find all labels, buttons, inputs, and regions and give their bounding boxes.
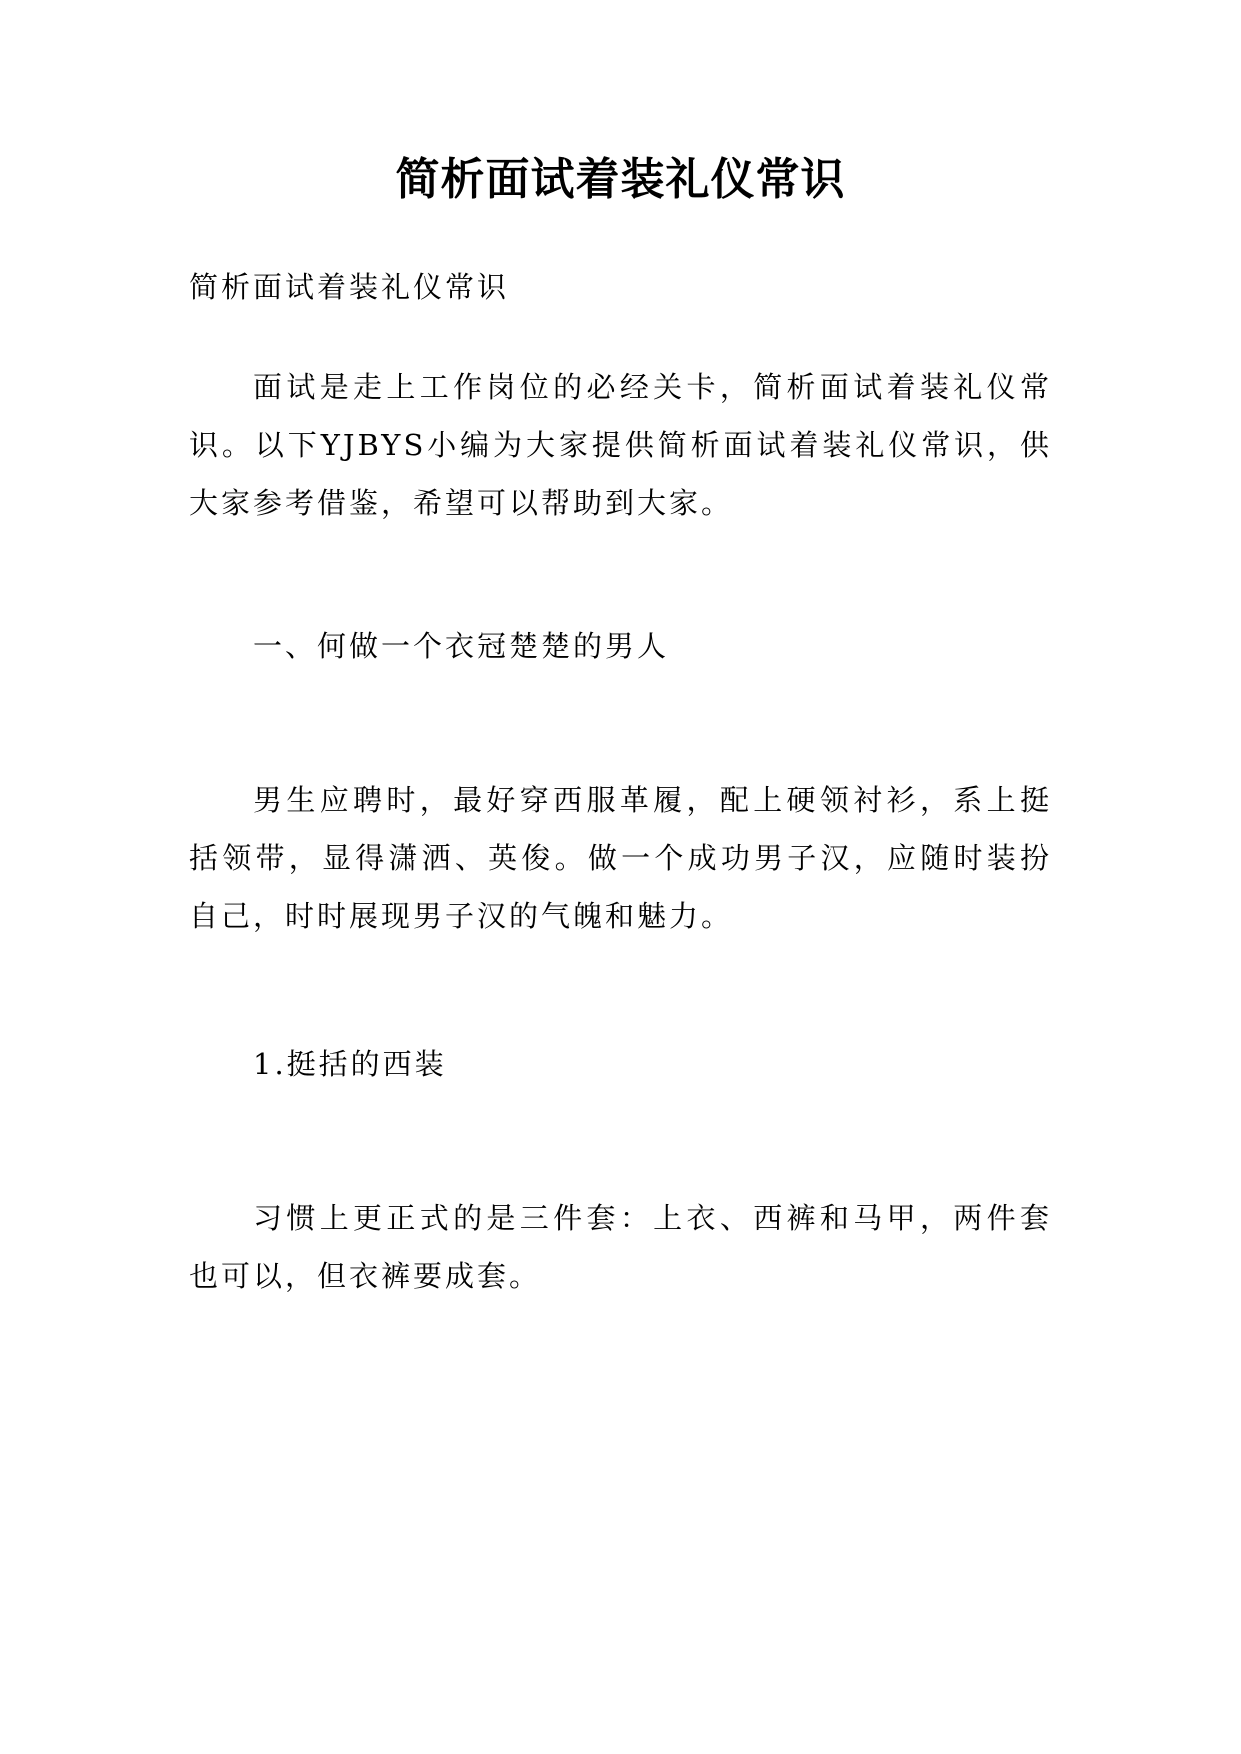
section-1-heading: 一、何做一个衣冠楚楚的男人 [253,629,670,663]
document-subtitle: 简析面试着装礼仪常识 [189,270,510,304]
intro-paragraph: 面试是走上工作岗位的必经关卡，简析面试着装礼仪常识。以下YJBYS小编为大家提供简析面试着装礼仪常识，供大家参考借鉴，希望可以帮助到大家。 [189,370,1052,520]
section-1-paragraph: 男生应聘时，最好穿西服革履，配上硬领衬衫，系上挺括领带，显得潇洒、英俊。做一个成功男子汉，应随时装扮自己，时时展现男子汉的气魄和魅力。 [189,783,1052,933]
item-1-heading: 1.挺括的西装 [253,1047,447,1081]
item-1-paragraph: 习惯上更正式的是三件套：上衣、西裤和马甲，两件套也可以，但衣裤要成套。 [189,1201,1052,1293]
document-title: 简析面试着装礼仪常识 [395,154,846,205]
